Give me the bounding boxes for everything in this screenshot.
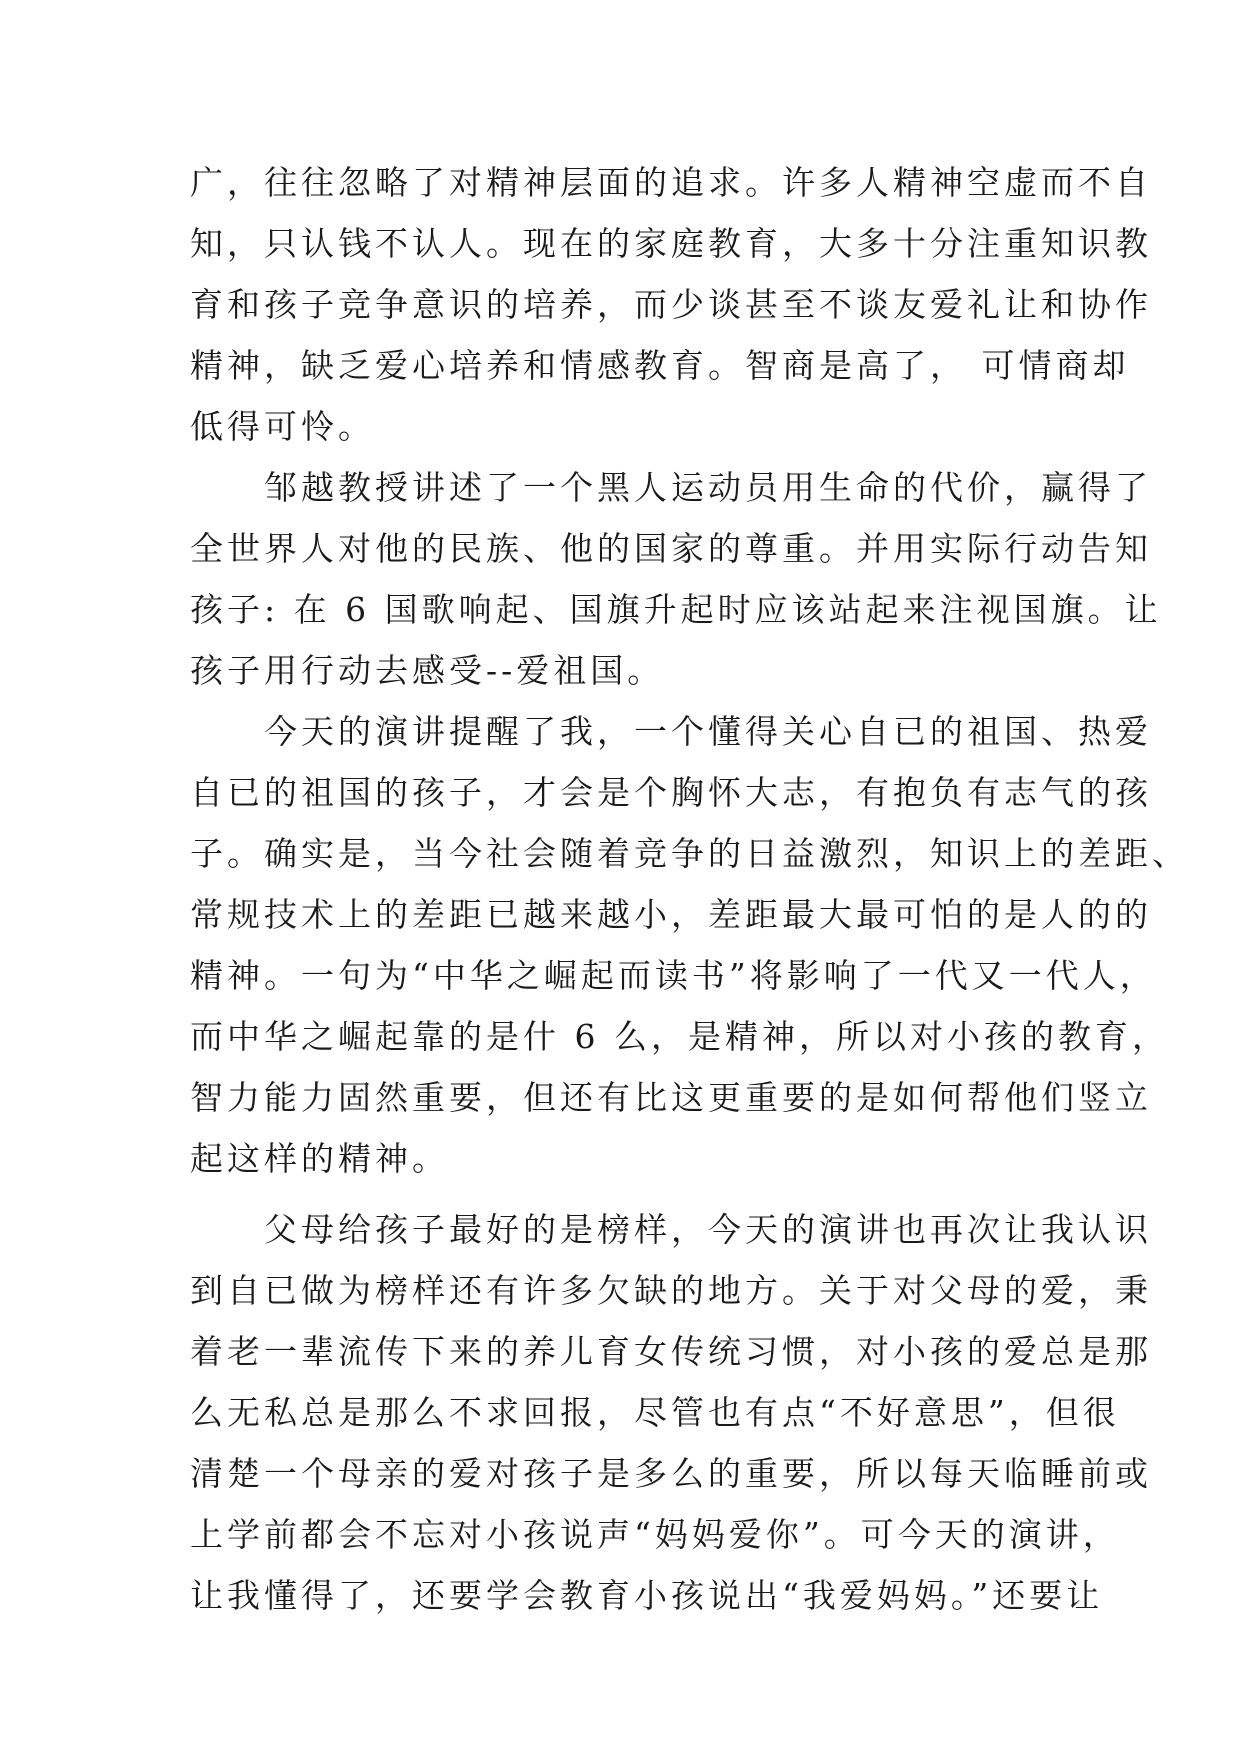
paragraph — [190, 152, 1152, 457]
text-line: 上学前都会不忘对小孩说声“妈妈爱你”。可今天的演讲， — [190, 1515, 1120, 1554]
text-line: 育和孩子竞争意识的培养，而少谈甚至不谈友爱礼让和协作 — [190, 285, 1152, 324]
text-line: 今天的演讲提醒了我，一个懂得关心自已的祖国、热爱 — [190, 712, 1152, 751]
text-line: 起这样的精神。 — [190, 1139, 449, 1178]
text-line: 自已的祖国的孩子，才会是个胸怀大志，有抱负有志气的孩 — [190, 773, 1152, 812]
text-line: 精神。一句为“中华之崛起而读书”将影响了一代又一代人， — [190, 956, 1157, 995]
text-line: 全世界人对他的民族、他的国家的尊重。并用实际行动告知 — [190, 529, 1152, 568]
paragraph — [190, 1199, 1152, 1626]
text-line: 智力能力固然重要，但还有比这更重要的是如何帮他们竖立 — [190, 1078, 1152, 1117]
text-line: 知，只认钱不认人。现在的家庭教育，大多十分注重知识教 — [190, 224, 1152, 263]
paragraph-spacer — [190, 1189, 1050, 1199]
text-line: 低得可怜。 — [190, 407, 375, 446]
text-line: 而中华之崛起靠的是什 6 么，是精神，所以对小孩的教育， — [190, 1017, 1169, 1056]
text-line: 让我懂得了，还要学会教育小孩说出“我爱妈妈。”还要让 — [190, 1576, 1104, 1615]
text-line: 父母给孩子最好的是榜样，今天的演讲也再次让我认识 — [190, 1210, 1152, 1249]
text-line: 子。确实是，当今社会随着竞争的日益激烈，知识上的差距、 — [190, 834, 1189, 873]
paragraph — [190, 457, 1162, 701]
text-line: 到自已做为榜样还有许多欠缺的地方。关于对父母的爱，秉 — [190, 1271, 1152, 1310]
text-line: 孩子用行动去感受--爱祖国。 — [190, 651, 665, 690]
text-line: 着老一辈流传下来的养儿育女传统习惯，对小孩的爱总是那 — [190, 1332, 1152, 1371]
text-line: 精神，缺乏爱心培养和情感教育。智商是高了， 可情商却 — [190, 346, 1130, 385]
text-line: 广，往往忽略了对精神层面的追求。许多人精神空虚而不自 — [190, 163, 1152, 202]
text-line: 常规技术上的差距已越来越小，差距最大最可怕的是人的的 — [190, 895, 1152, 934]
body-text — [190, 152, 1189, 1626]
text-line: 么无私总是那么不求回报，尽管也有点“不好意思”，但很 — [190, 1393, 1120, 1432]
text-line: 孩子: 在 6 国歌响起、国旗升起时应该站起来注视国旗。让 — [190, 590, 1162, 629]
text-line: 邹越教授讲述了一个黑人运动员用生命的代价，赢得了 — [190, 468, 1152, 507]
paragraph — [190, 701, 1189, 1189]
text-line: 清楚一个母亲的爱对孩子是多么的重要，所以每天临睡前或 — [190, 1454, 1152, 1493]
